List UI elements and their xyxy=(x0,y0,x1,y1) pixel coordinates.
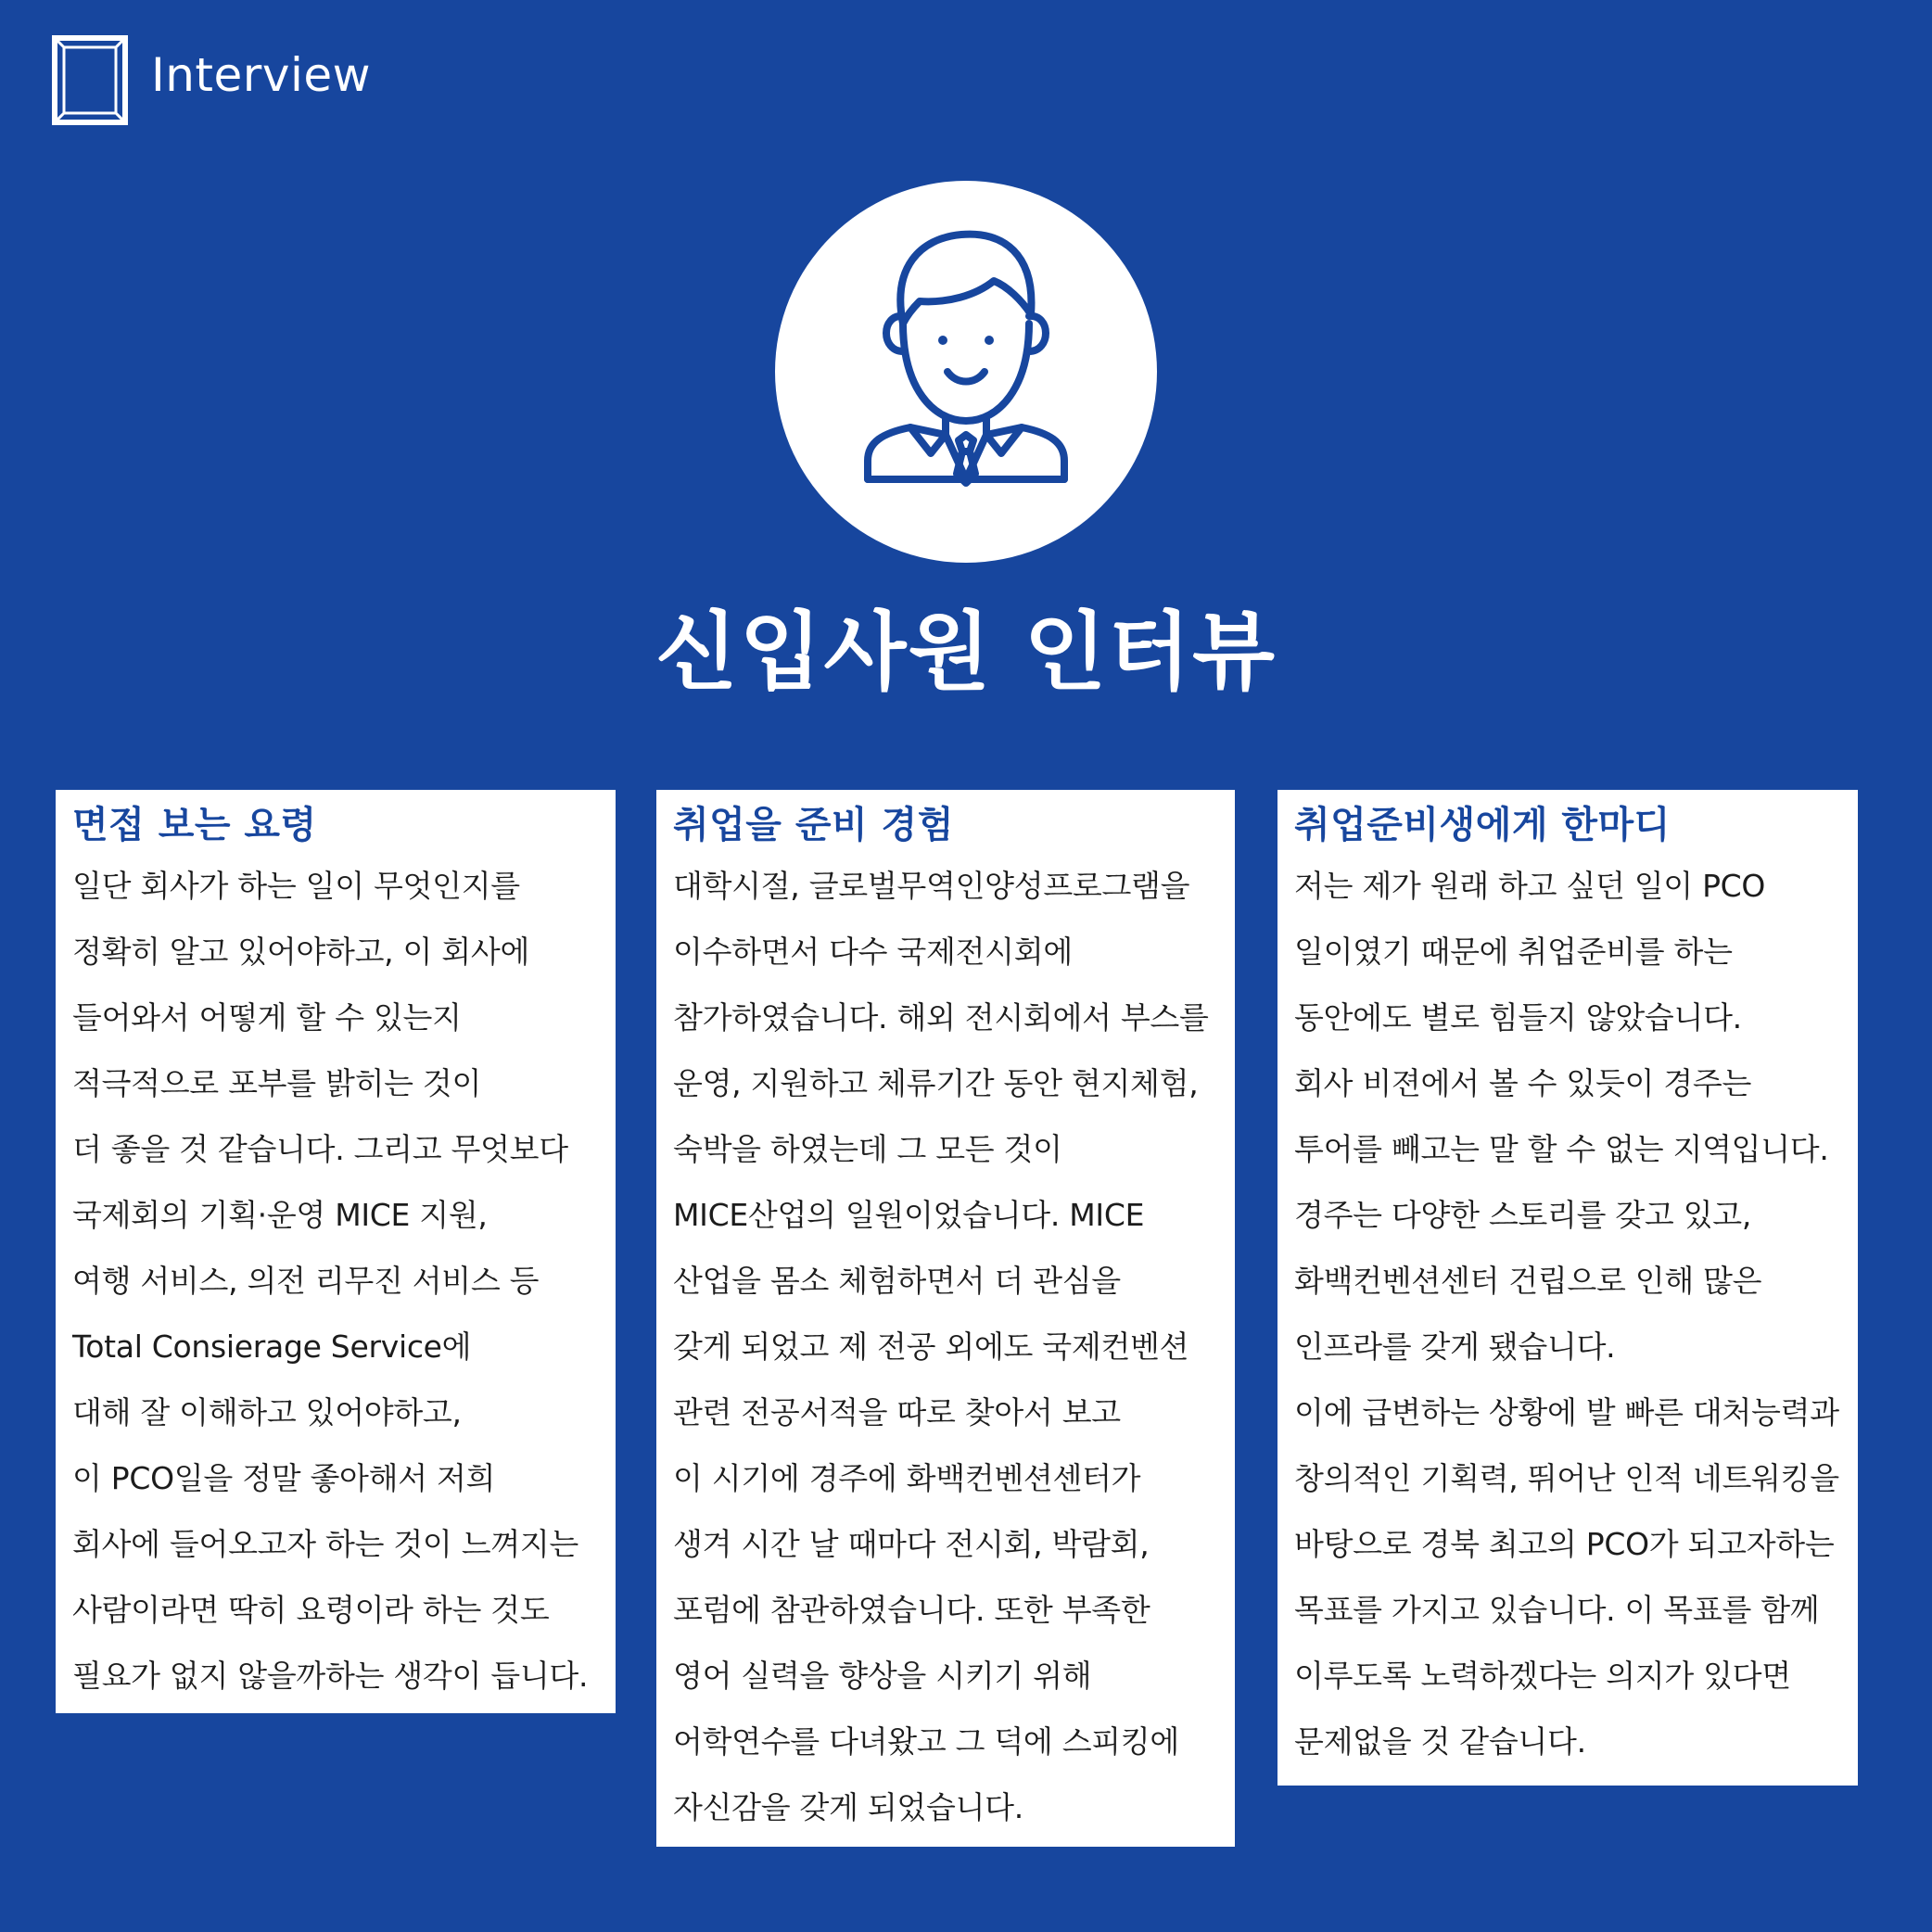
card-line: 국제회의 기획·운영 MICE 지원, xyxy=(72,1197,488,1233)
card-heading: 취업을 준비 경험 xyxy=(673,804,954,846)
card-line: MICE산업의 일원이었습니다. MICE xyxy=(673,1197,1145,1233)
card-line: 생겨 시간 날 때마다 전시회, 박람회, xyxy=(673,1526,1150,1562)
card-line: 저는 제가 원래 하고 싶던 일이 PCO xyxy=(1294,868,1766,904)
card-line: Total Consierage Service에 xyxy=(72,1328,472,1365)
card-heading: 취업준비생에게 한마디 xyxy=(1294,804,1671,846)
card-line: 목표를 가지고 있습니다. 이 목표를 함께 xyxy=(1294,1592,1820,1628)
card-line: 문제없을 것 같습니다. xyxy=(1294,1723,1586,1760)
card-line: 일단 회사가 하는 일이 무엇인지를 xyxy=(72,868,520,904)
card-line: 이 시기에 경주에 화백컨벤션센터가 xyxy=(673,1460,1141,1496)
card-line: 적극적으로 포부를 밝히는 것이 xyxy=(72,1065,482,1101)
card-line: 숙박을 하였는데 그 모든 것이 xyxy=(673,1131,1062,1167)
card-line: 정확히 알고 있어야하고, 이 회사에 xyxy=(72,934,530,970)
card-line: 일이였기 때문에 취업준비를 하는 xyxy=(1294,934,1733,970)
card-line: 어학연수를 다녀왔고 그 덕에 스피킹에 xyxy=(673,1723,1180,1760)
card-line: 동안에도 별로 힘들지 않았습니다. xyxy=(1294,999,1742,1036)
card-line: 투어를 빼고는 말 할 수 없는 지역입니다. xyxy=(1294,1131,1829,1167)
card-line: 들어와서 어떻게 할 수 있는지 xyxy=(72,999,462,1036)
card-line: 대해 잘 이해하고 있어야하고, xyxy=(72,1394,462,1430)
card-line: 대학시절, 글로벌무역인양성프로그램을 xyxy=(673,868,1190,904)
card-line: 관련 전공서적을 따로 찾아서 보고 xyxy=(673,1394,1121,1430)
card-line: 참가하였습니다. 해외 전시회에서 부스를 xyxy=(673,999,1209,1036)
card-job-prep-experience xyxy=(656,790,1235,1847)
card-line: 여행 서비스, 의전 리무진 서비스 등 xyxy=(72,1263,540,1299)
card-line: 회사에 들어오고자 하는 것이 느껴지는 xyxy=(72,1526,579,1562)
card-line: 인프라를 갖게 됐습니다. xyxy=(1294,1328,1616,1365)
page-title: 신입사원 인터뷰 xyxy=(655,603,1277,702)
card-line: 갖게 되었고 제 전공 외에도 국제컨벤션 xyxy=(673,1328,1189,1365)
employee-avatar-icon xyxy=(845,212,1087,490)
card-line: 경주는 다양한 스토리를 갖고 있고, xyxy=(1294,1197,1752,1233)
card-line: 이 PCO일을 정말 좋아해서 저희 xyxy=(72,1460,496,1496)
card-line: 회사 비젼에서 볼 수 있듯이 경주는 xyxy=(1294,1065,1752,1101)
card-line: 이루도록 노력하겠다는 의지가 있다면 xyxy=(1294,1658,1791,1694)
square-frame-icon xyxy=(52,35,128,125)
card-line: 포럼에 참관하였습니다. 또한 부족한 xyxy=(673,1592,1150,1628)
card-line: 더 좋을 것 같습니다. 그리고 무엇보다 xyxy=(72,1131,568,1167)
avatar xyxy=(775,181,1157,563)
card-line: 필요가 없지 않을까하는 생각이 듭니다. xyxy=(72,1658,589,1694)
card-line: 이에 급변하는 상황에 발 빠른 대처능력과 xyxy=(1294,1394,1839,1430)
card-interview-tips xyxy=(56,790,616,1713)
card-line: 바탕으로 경북 최고의 PCO가 되고자하는 xyxy=(1294,1526,1835,1562)
card-line: 산업을 몸소 체험하면서 더 관심을 xyxy=(673,1263,1121,1299)
card-line: 영어 실력을 향상을 시키기 위해 xyxy=(673,1658,1092,1694)
card-heading: 면접 보는 요령 xyxy=(72,804,317,846)
card-line: 자신감을 갖게 되었습니다. xyxy=(673,1789,1023,1825)
card-line: 화백컨벤션센터 건립으로 인해 많은 xyxy=(1294,1263,1762,1299)
card-line: 창의적인 기획력, 뛰어난 인적 네트워킹을 xyxy=(1294,1460,1839,1496)
card-line: 운영, 지원하고 체류기간 동안 현지체험, xyxy=(673,1065,1199,1101)
card-line: 사람이라면 딱히 요령이라 하는 것도 xyxy=(72,1592,550,1628)
card-advice-for-job-seekers xyxy=(1277,790,1858,1786)
card-line: 이수하면서 다수 국제전시회에 xyxy=(673,934,1073,970)
brand-label: Interview xyxy=(151,48,371,102)
